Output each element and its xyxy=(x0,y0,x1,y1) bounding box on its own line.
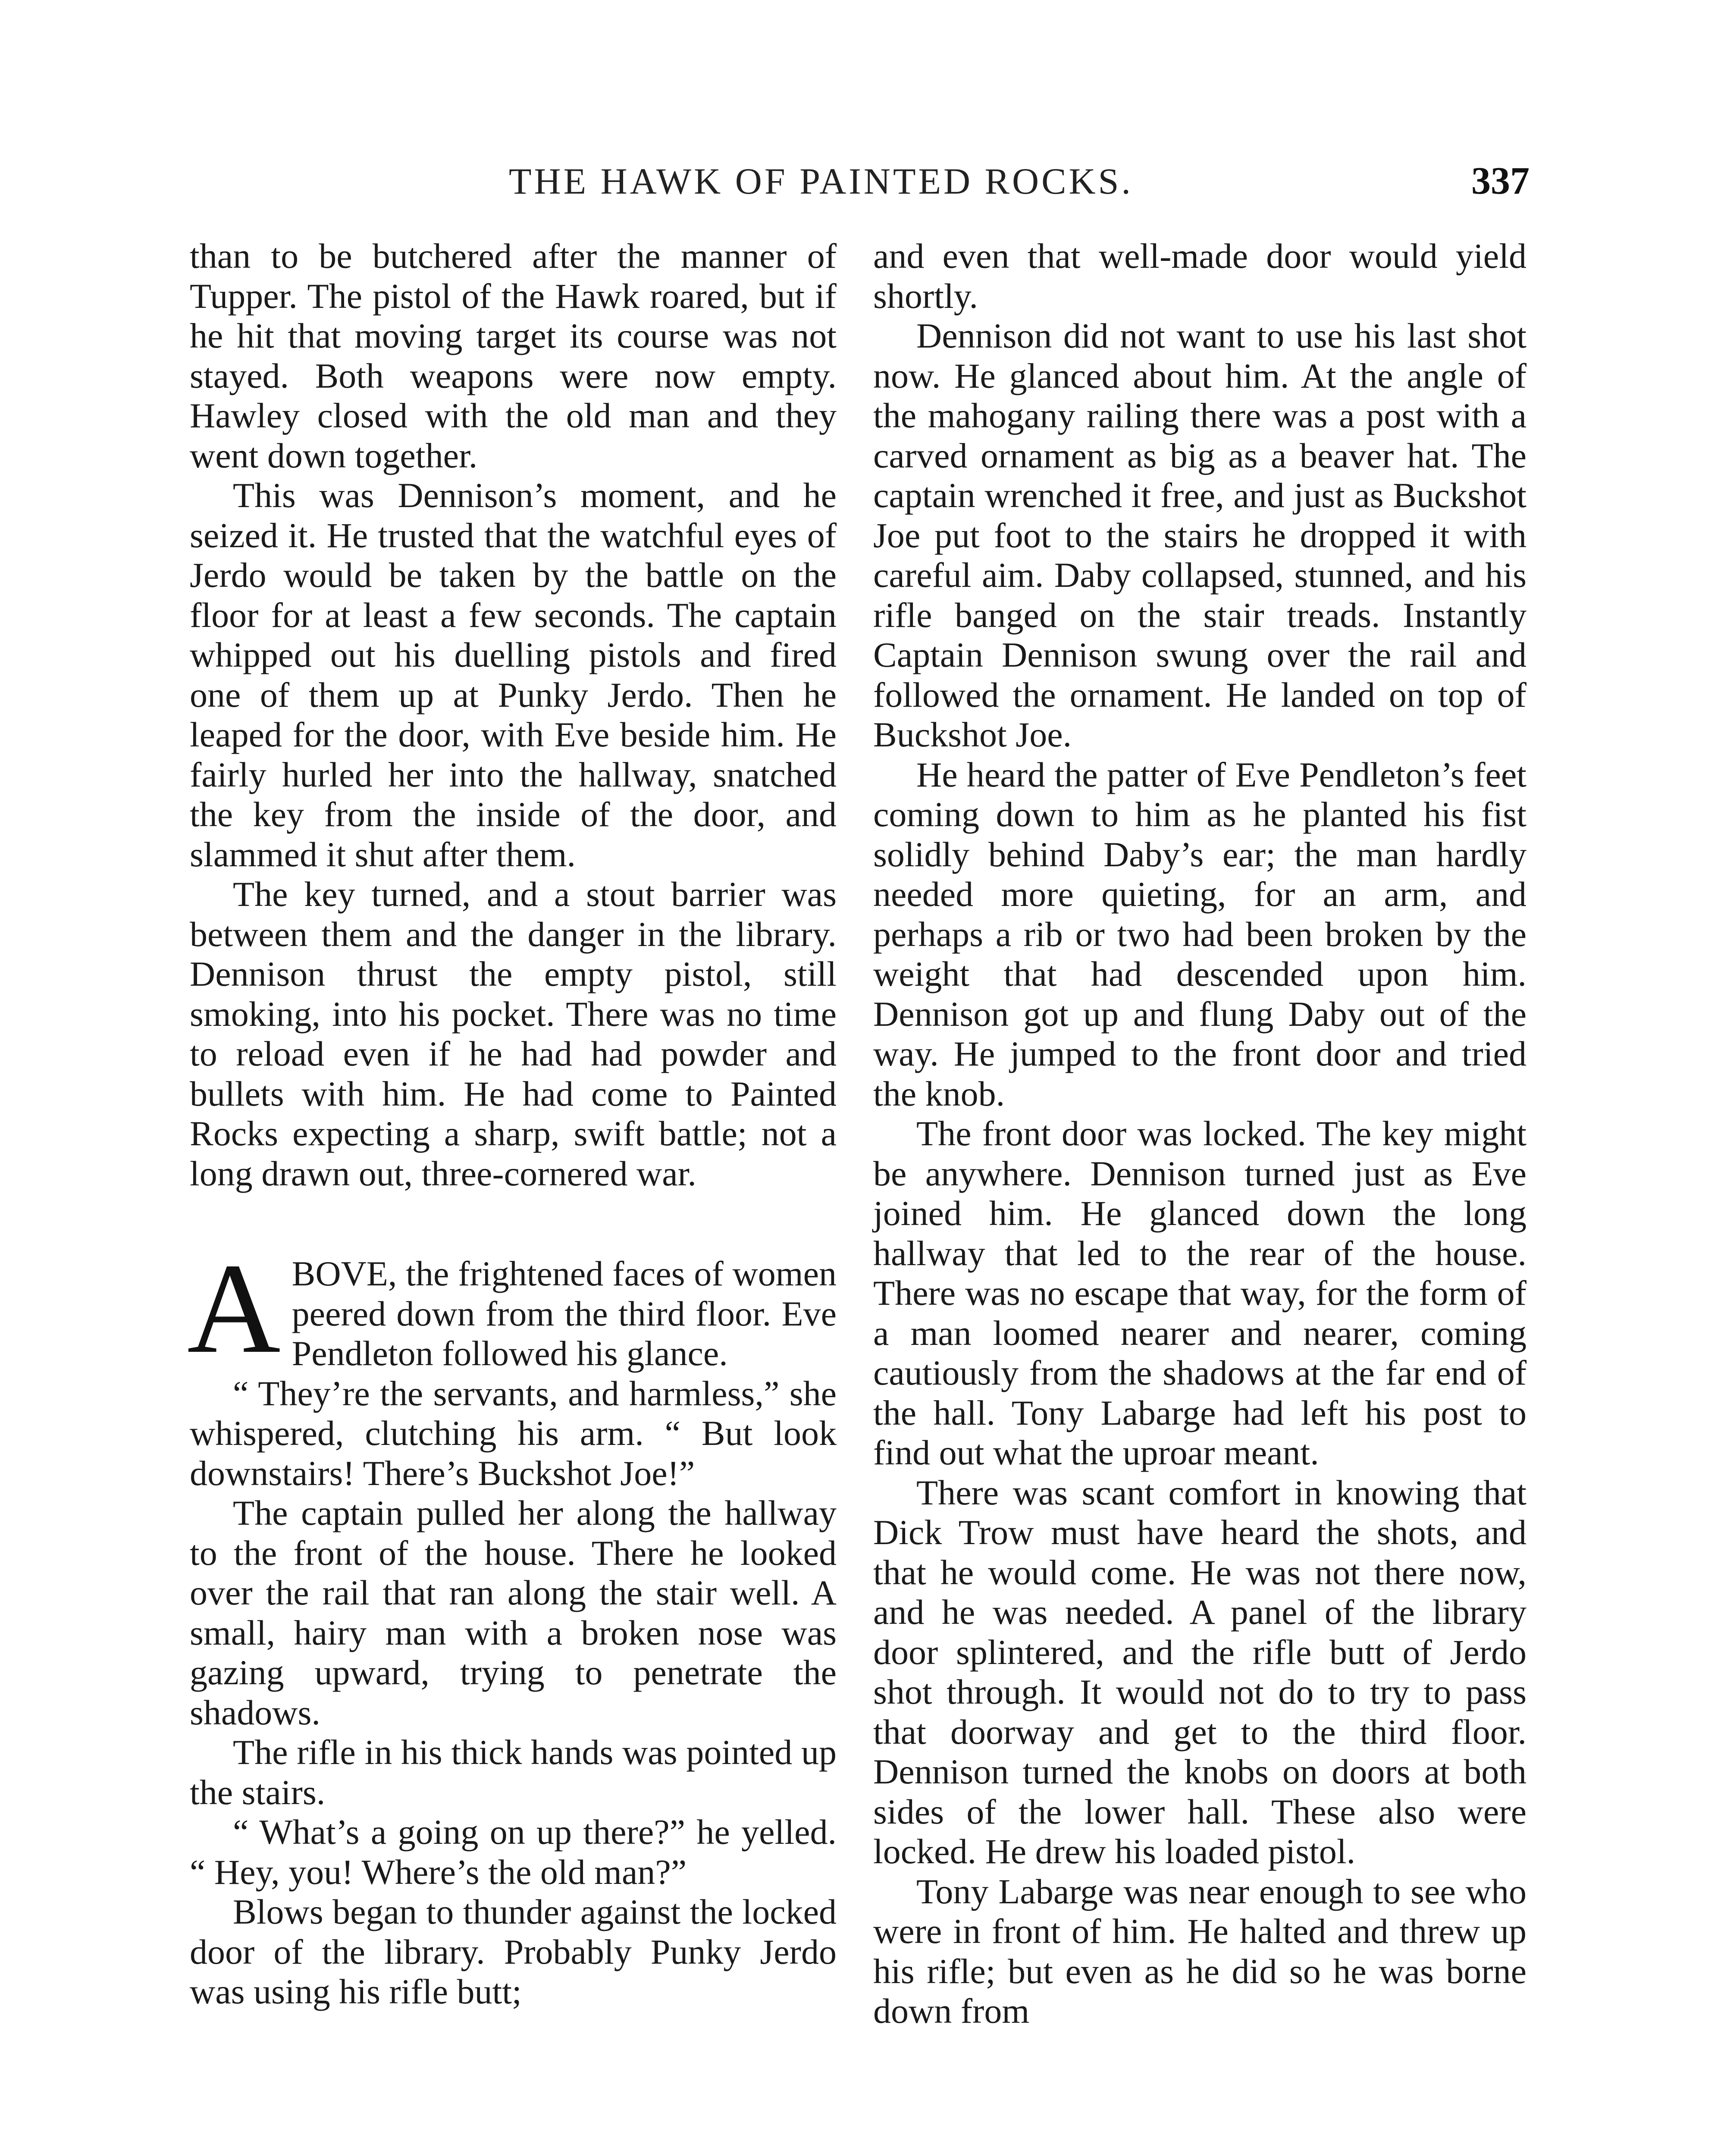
paragraph: The captain pulled her along the hallway to the front of the house. There he looked over the rail that ran along the stair well. A small, hairy man with a broken nose was gazing upward, trying to penetrate the shadows. xyxy=(190,1493,837,1732)
left-column xyxy=(187,236,837,2012)
paragraph: There was scant comfort in knowing that Dick Trow must have heard the shots, and that he would come. He was not there now, and he was needed. A panel of the library door splintered, and the rifle butt of Jerdo shot through. It would not do to try to pass that doorway and get to the third floor. Dennison turned the knobs on doors at both sides of the lower hall. These also were locked. He drew his loaded pistol. xyxy=(873,1473,1527,1871)
section-opening-paragraph xyxy=(187,1237,837,1380)
page-number: 337 xyxy=(1471,160,1530,202)
paragraph: Dennison did not want to use his last shot now. He glanced about him. At the angle of the mahogany railing there was a post with a carved ornament as big as a beaver hat. The captain wrenched it free, and just as Buckshot Joe put foot to the stairs he dropped it with careful aim. Daby collapsed, stunned, and his rifle banged on the stair treads. Instantly Captain Dennison swung over the rail and followed the ornament. He landed on top of Buckshot Joe. xyxy=(873,316,1527,754)
paragraph: than to be butchered after the manner of Tupper. The pistol of the Hawk roared, but if he hit that moving target its course was not stayed. Both weapons were now empty. Hawley closed with the old man and they went down together. xyxy=(190,236,837,475)
paragraph: This was Dennison’s moment, and he seized it. He trusted that the watchful eyes of Jerdo would be taken by the battle on the floor for at least a few seconds. The captain whipped out his duelling pistols and fired one of them up at Punky Jerdo. Then he leaped for the door, with Eve beside him. He fairly hurled her into the hallway, snatched the key from the inside of the door, and slammed it shut after them. xyxy=(190,476,837,874)
paragraph: The rifle in his thick hands was pointed up the stairs. xyxy=(190,1733,837,1812)
paragraph: “ What’s a going on up there?” he yelled. “ Hey, you! Where’s the old man?” xyxy=(190,1812,837,1892)
paragraph: “ They’re the servants, and harmless,” she whispered, clutching his arm. “ But look downstairs! There’s Buckshot Joe!” xyxy=(190,1373,837,1493)
paragraph: The key turned, and a stout barrier was between them and the danger in the library. Dennison thrust the empty pistol, still smoking, into his pocket. There was no time to reload even if he had had powder and bullets with him. He had come to Painted Rocks expecting a sharp, swift battle; not a long drawn out, three-cornered war. xyxy=(190,874,837,1193)
paragraph: Tony Labarge was near enough to see who were in front of him. He halted and threw up his rifle; but even as he did so he was borne down from xyxy=(873,1871,1527,2031)
paragraph: He heard the patter of Eve Pendleton’s feet coming down to him as he planted his fist solidly behind Daby’s ear; the man hardly needed more quieting, for an arm, and perhaps a rib or two had been broken by the weight that had descended upon him. Dennison got up and flung Daby out of the way. He jumped to the front door and tried the knob. xyxy=(873,755,1527,1113)
running-title: THE HAWK OF PAINTED ROCKS. xyxy=(509,160,1133,202)
paragraph: Blows began to thunder against the locked door of the library. Probably Punky Jerdo was using his rifle butt; xyxy=(190,1892,837,2011)
paragraph: The front door was locked. The key might be anywhere. Dennison turned just as Eve joined him. He glanced down the long hallway that led to the rear of the house. There was no escape that way, for the form of a man loomed nearer and nearer, coming cautiously from the shadows at the far end of the hall. Tony Labarge had left his post to find out what the uproar meant. xyxy=(873,1114,1527,1472)
paragraph: and even that well-made door would yield shortly. xyxy=(873,236,1527,316)
right-column xyxy=(873,236,1527,2031)
paragraph-text: BOVE, the frightened faces of women peered down from the third floor. Eve Pendleton followed his glance. xyxy=(292,1254,837,1373)
drop-cap: A xyxy=(187,1237,281,1380)
